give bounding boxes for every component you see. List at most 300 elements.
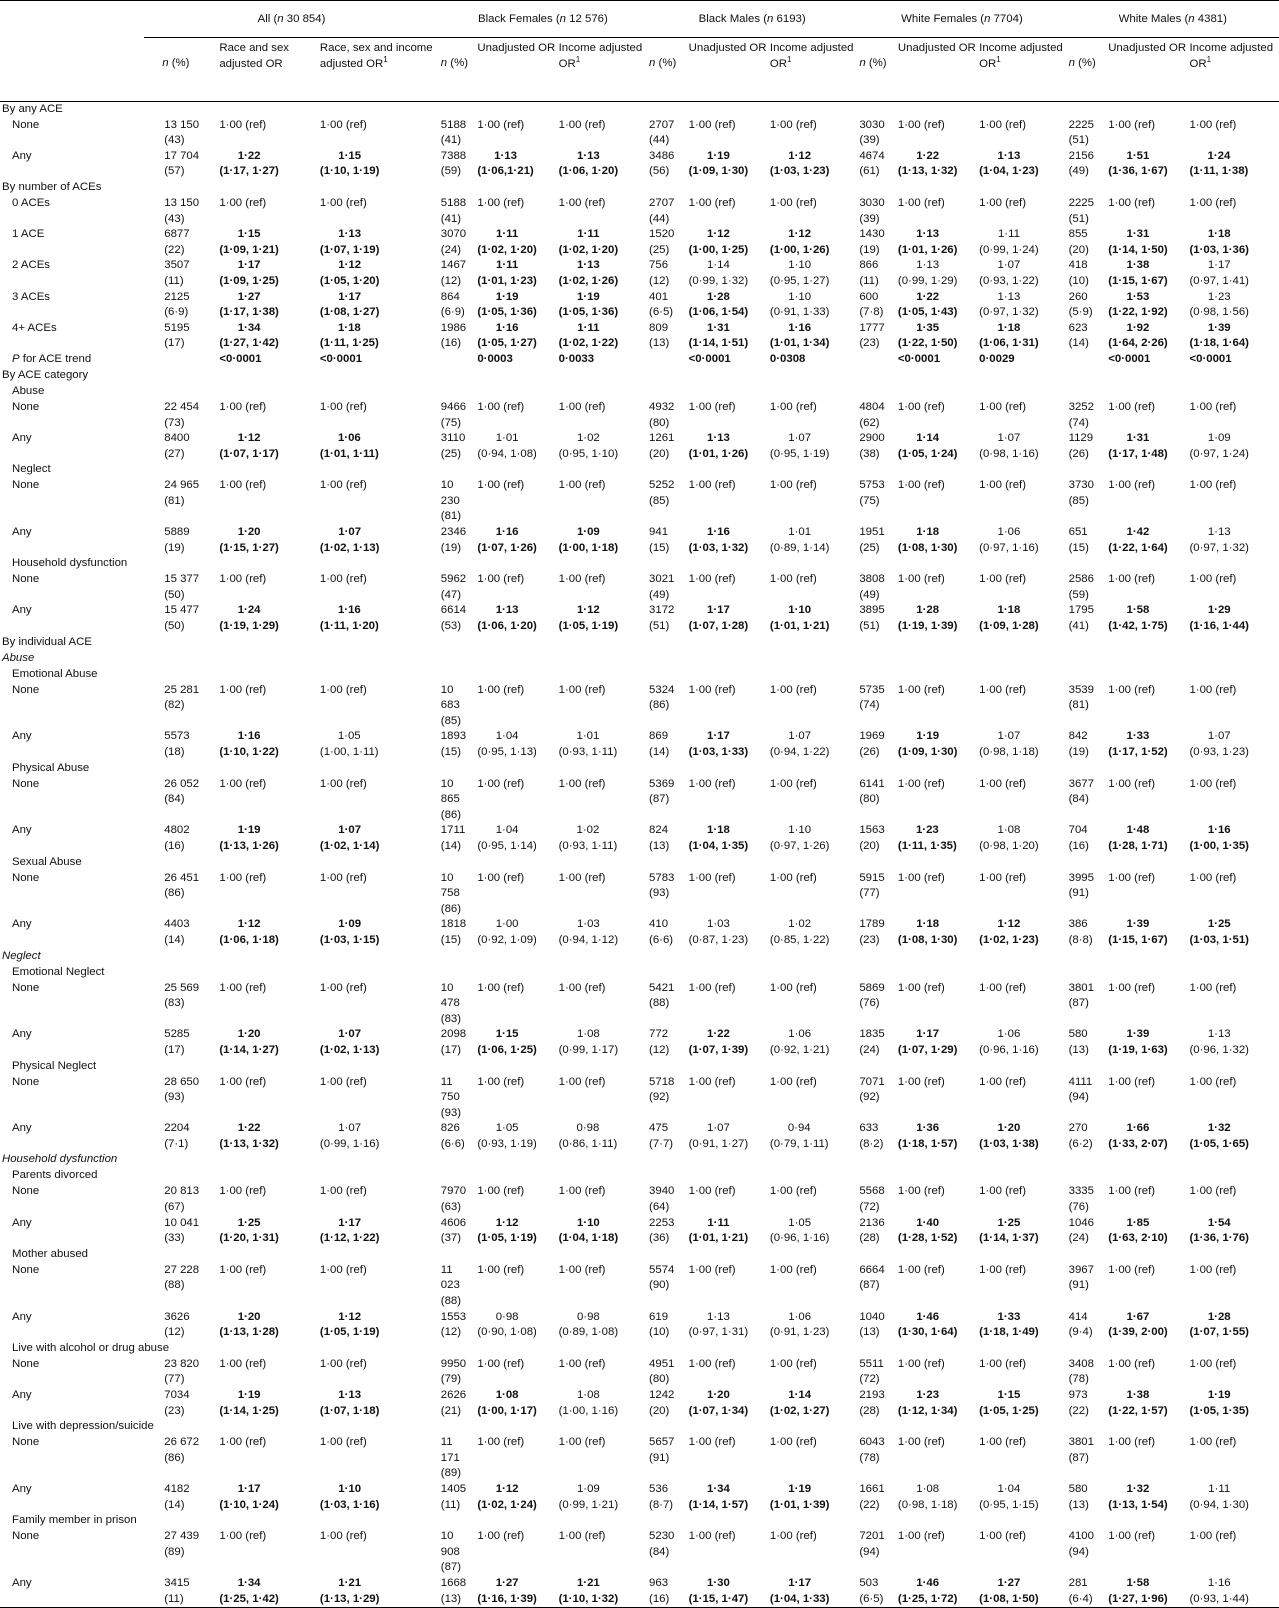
odds-ratio-cell: 1·00 (ref) — [897, 1075, 945, 1088]
odds-ratio-cell: 1·00 (ref) — [1189, 573, 1237, 586]
odds-ratio-cell: 1·00 (ref) — [477, 981, 525, 994]
odds-ratio-cell: 1·00 (ref) — [1189, 981, 1237, 994]
odds-ratio-cell: 1·39 (1·15, 1·67) — [1108, 918, 1168, 946]
table-row — [0, 729, 1279, 760]
odds-ratio-cell: 1·00 (ref) — [979, 1075, 1027, 1088]
section-label-row — [0, 1247, 1279, 1263]
count-cell: 756 (12) — [649, 259, 670, 287]
odds-ratio-cell: 1·00 (ref) — [769, 1436, 817, 1449]
table-row — [0, 478, 1279, 525]
count-cell: 963 (16) — [647, 1576, 686, 1608]
odds-ratio-cell: 1·00 (ref) — [769, 777, 817, 790]
count-cell: 386 (8·8) — [1068, 918, 1093, 946]
row-label: Emotional Neglect — [12, 965, 105, 978]
odds-ratio-cell: 1·30 (1·15, 1·47) — [686, 1576, 767, 1608]
odds-ratio-cell: 1·00 (ref) — [219, 196, 267, 209]
section-label-row — [0, 949, 1279, 965]
odds-ratio-cell: 1·00 (ref) — [1108, 573, 1156, 586]
count-cell: 503 (6·5) — [857, 1576, 895, 1608]
odds-ratio-cell: 1·00 (ref) — [1108, 1075, 1156, 1088]
count-cell: 2125 (6·9) — [164, 290, 190, 319]
section-label-row — [0, 965, 1279, 981]
odds-ratio-cell: 1·20 (1·03, 1·38) — [979, 1122, 1039, 1150]
odds-ratio-cell: 1·17 (1·07, 1·29) — [897, 1028, 958, 1056]
table-row — [0, 1263, 1279, 1310]
odds-ratio-cell: 1·10 (0·95, 1·27) — [769, 259, 830, 287]
row-label: 0 ACEs — [12, 196, 50, 209]
odds-ratio-cell: <0·0001 — [688, 352, 731, 365]
row-label: None — [12, 118, 40, 131]
odds-ratio-cell: 1·23 (1·12, 1·34) — [897, 1389, 958, 1417]
row-label: By individual ACE — [2, 635, 92, 648]
row-label: None — [12, 400, 40, 413]
odds-ratio-cell: 1·00 (ref) — [219, 1075, 267, 1088]
odds-ratio-cell: 1·27 (1·17, 1·38) — [219, 290, 279, 319]
section-label-row — [0, 556, 1279, 572]
odds-ratio-cell: 1·20 (1·15, 1·27) — [219, 526, 279, 554]
count-cell: 22 454 (73) — [164, 400, 200, 429]
section-label-row — [0, 462, 1279, 478]
count-cell: 3539 (81) — [1068, 683, 1094, 712]
odds-ratio-cell: 1·15 (1·06, 1·25) — [477, 1028, 537, 1056]
table-row — [0, 1121, 1279, 1152]
odds-ratio-cell: 1·13 (1·07, 1·19) — [319, 228, 380, 256]
odds-ratio-cell: 1·00 (ref) — [769, 871, 817, 884]
odds-ratio-cell: 1·00 (ref) — [897, 196, 945, 209]
odds-ratio-cell: 1·24 (1·11, 1·38) — [1189, 149, 1249, 178]
section-label-row — [0, 102, 1279, 118]
odds-ratio-cell: 1·34 (1·25, 1·42) — [216, 1576, 317, 1608]
table-row — [0, 683, 1279, 730]
column-header: Unadjusted OR — [1105, 38, 1186, 102]
count-cell: 5230 (84) — [649, 1530, 675, 1558]
odds-ratio-cell: 1·00 (ref) — [1108, 981, 1156, 994]
odds-ratio-cell: 1·04 (0·95, 1·15) — [979, 1482, 1039, 1511]
odds-ratio-cell: 1·15 (1·10, 1·19) — [319, 149, 380, 178]
count-cell: 23 820 (77) — [164, 1357, 200, 1386]
odds-ratio-cell: 1·00 (ref) — [897, 400, 945, 413]
odds-ratio-cell: 1·00 (ref) — [979, 196, 1027, 209]
row-label: Any — [12, 1122, 32, 1135]
odds-ratio-cell: 1·00 (ref) — [688, 981, 736, 994]
odds-ratio-cell: 1·13 (0·99, 1·29) — [897, 259, 958, 287]
count-cell: 5188 (41) — [440, 196, 467, 225]
section-label-row — [0, 1059, 1279, 1075]
count-cell: 5753 (75) — [859, 479, 885, 507]
odds-ratio-cell: 1·19 (1·14, 1·25) — [219, 1389, 279, 1417]
odds-ratio-cell: 1·00 (ref) — [979, 871, 1027, 884]
odds-ratio-cell: 1·00 (ref) — [1108, 683, 1156, 696]
group-header-all: All (n 30 854) — [144, 1, 439, 38]
odds-ratio-cell: 1·07 (0·98, 1·18) — [979, 730, 1039, 758]
odds-ratio-cell: 1·09 (0·99, 1·21) — [558, 1482, 619, 1511]
odds-ratio-cell: 1·09 (1·00, 1·18) — [558, 526, 619, 554]
odds-ratio-cell: 1·00 (ref) — [769, 1075, 817, 1088]
odds-ratio-cell: 1·00 (ref) — [1108, 479, 1156, 492]
count-cell: 2193 (28) — [859, 1389, 885, 1417]
count-cell: 869 (14) — [649, 730, 670, 758]
odds-ratio-cell: 1·07 (1·02, 1·13) — [319, 1028, 380, 1056]
row-label: None — [12, 871, 40, 884]
odds-ratio-cell: 1·00 (ref) — [979, 1530, 1027, 1543]
count-cell: 1040 (13) — [859, 1310, 885, 1339]
section-label-row — [0, 667, 1279, 683]
column-header: n (%) — [144, 38, 216, 102]
count-cell: 1835 (24) — [859, 1028, 885, 1056]
row-label: 3 ACEs — [12, 290, 50, 303]
odds-ratio-cell: 1·06 (0·91, 1·23) — [769, 1310, 830, 1339]
count-cell: 5573 (18) — [164, 730, 190, 758]
odds-ratio-cell: 1·07 (0·95, 1·19) — [769, 432, 830, 460]
row-label: Live with alcohol or drug abuse — [12, 1341, 170, 1354]
odds-ratio-cell: 1·42 (1·22, 1·64) — [1108, 526, 1168, 554]
odds-ratio-cell: 1·12 (1·00, 1·25) — [688, 228, 749, 256]
odds-ratio-cell: 1·00 (ref) — [688, 1357, 736, 1370]
count-cell: 3730 (85) — [1068, 479, 1094, 507]
count-cell: 3940 (64) — [649, 1185, 675, 1214]
row-label: Any — [12, 1482, 32, 1495]
odds-ratio-cell: 1·31 (1·14, 1·51) — [688, 321, 749, 350]
odds-ratio-cell: 1·28 (1·07, 1·55) — [1189, 1310, 1249, 1339]
section-label-row — [0, 761, 1279, 777]
column-header: Income adjusted $OR^1$ — [556, 38, 647, 102]
odds-ratio-cell: 1·00 (ref) — [769, 683, 817, 696]
section-label-row — [0, 384, 1279, 400]
odds-ratio-cell: 1·08 (1·00, 1·16) — [558, 1389, 619, 1417]
odds-ratio-cell: 1·11 (1·02, 1·20) — [558, 228, 619, 256]
odds-ratio-cell: 1·00 (ref) — [219, 1185, 267, 1198]
odds-ratio-cell: 1·32 (1·05, 1·65) — [1189, 1122, 1249, 1150]
count-cell: 401 (6·5) — [649, 290, 674, 319]
row-label: Live with depression/suicide — [12, 1420, 154, 1433]
row-label: Any — [12, 918, 32, 931]
count-cell: 3030 (39) — [859, 118, 885, 147]
odds-ratio-cell: 1·00 (ref) — [219, 400, 267, 413]
count-cell: 2253 (36) — [649, 1216, 675, 1245]
count-cell: 15 377 (50) — [164, 573, 200, 601]
row-label: None — [12, 1075, 40, 1088]
odds-ratio-cell: 1·25 (1·20, 1·31) — [219, 1216, 279, 1245]
count-cell: 5718 (92) — [649, 1075, 675, 1104]
odds-ratio-cell: 1·00 (ref) — [1189, 479, 1237, 492]
odds-ratio-cell: 1·00 (ref) — [1189, 1075, 1237, 1088]
count-cell: 10 683 (85) — [440, 683, 462, 727]
count-cell: 7071 (92) — [859, 1075, 885, 1104]
count-cell: 2098 (17) — [440, 1028, 467, 1056]
odds-ratio-cell: 1·25 (1·14, 1·37) — [979, 1216, 1039, 1245]
table-row — [0, 572, 1279, 603]
row-label: None — [12, 683, 40, 696]
odds-ratio-cell: 1·53 (1·22, 1·92) — [1108, 290, 1168, 319]
odds-ratio-cell: 1·15 (1·09, 1·21) — [219, 228, 279, 256]
count-cell: 6877 (22) — [164, 228, 190, 256]
count-cell: 24 965 (81) — [164, 479, 200, 507]
odds-ratio-cell: 1·00 (ref) — [1189, 400, 1237, 413]
table-row — [0, 917, 1279, 948]
column-header: Unadjusted OR — [895, 38, 976, 102]
count-cell: 3486 (56) — [649, 149, 675, 178]
odds-ratio-cell: 1·12 (1·03, 1·23) — [769, 149, 830, 178]
section-label-row — [0, 635, 1279, 651]
odds-ratio-cell: 1·00 (ref) — [319, 573, 367, 586]
odds-ratio-cell: 1·00 (ref) — [319, 479, 367, 492]
odds-ratio-cell: 1·11 (0·94, 1·30) — [1189, 1482, 1249, 1511]
row-label: Any — [12, 730, 32, 743]
count-cell: 13 150 (43) — [164, 118, 200, 147]
count-cell: 3415 (11) — [144, 1576, 216, 1608]
odds-ratio-cell: 1·05 (0·96, 1·16) — [769, 1216, 830, 1245]
count-cell: 2707 (44) — [649, 118, 675, 147]
odds-ratio-cell: 1·19 (1·09, 1·30) — [688, 149, 749, 178]
count-cell: 5285 (17) — [164, 1028, 190, 1056]
odds-ratio-cell: 1·00 (ref) — [1189, 1436, 1237, 1449]
odds-ratio-cell: 1·00 (ref) — [319, 1436, 367, 1449]
count-cell: 704 (16) — [1068, 824, 1089, 852]
table-row — [0, 290, 1279, 321]
column-header: Race, sex and income adjusted $OR^1$ — [317, 38, 439, 102]
odds-ratio-cell: 1·00 (ref) — [1108, 196, 1156, 209]
odds-ratio-cell: 1·00 (ref) — [219, 981, 267, 994]
count-cell: 2586 (59) — [1068, 573, 1094, 601]
count-cell: 5915 (77) — [859, 871, 885, 900]
count-cell: 1553 (12) — [440, 1310, 467, 1339]
header-corner — [0, 38, 144, 102]
odds-ratio-cell: 1·00 (ref) — [477, 1436, 525, 1449]
odds-ratio-cell: 1·00 (ref) — [1108, 1185, 1156, 1198]
odds-ratio-cell: 1·00 (ref) — [688, 196, 736, 209]
count-cell: 3895 (51) — [859, 604, 885, 633]
odds-ratio-cell: 1·00 (ref) — [477, 1185, 525, 1198]
odds-ratio-cell: 1·34 (1·14, 1·57) — [688, 1482, 749, 1511]
count-cell: 4804 (62) — [859, 400, 885, 429]
row-label: Any — [12, 1389, 32, 1401]
count-cell: 5657 (91) — [649, 1436, 675, 1464]
count-cell: 2136 (28) — [859, 1216, 885, 1245]
odds-ratio-cell: 1·00 (ref) — [897, 1436, 945, 1449]
odds-ratio-cell: 1·07 (0·99, 1·16) — [319, 1122, 380, 1150]
count-cell: 2225 (51) — [1068, 118, 1094, 147]
odds-ratio-cell: 1·00 (ref) — [477, 1263, 525, 1276]
count-cell: 5783 (93) — [649, 871, 675, 900]
column-header: Income adjusted $OR^1$ — [767, 38, 857, 102]
odds-ratio-cell: 1·66 (1·33, 2·07) — [1108, 1122, 1168, 1150]
odds-ratio-cell: 1·00 (ref) — [1108, 1436, 1156, 1449]
odds-ratio-cell: 1·00 (ref) — [319, 196, 367, 209]
count-cell: 1777 (23) — [859, 321, 885, 350]
group-header-black-males: Black Males (n 6193) — [647, 1, 857, 38]
odds-ratio-cell: 1·00 (ref) — [897, 777, 945, 790]
section-label-row — [0, 1152, 1279, 1168]
odds-ratio-cell: 1·11 (0·99, 1·24) — [979, 228, 1039, 256]
odds-ratio-cell: 1·00 (ref) — [219, 1530, 267, 1543]
odds-ratio-cell: 1·32 (1·13, 1·54) — [1108, 1482, 1168, 1511]
odds-ratio-cell: 1·08 (1·00, 1·17) — [477, 1389, 537, 1417]
row-label: None — [12, 1263, 40, 1276]
odds-ratio-cell: 1·00 (ref) — [769, 1185, 817, 1198]
column-header: Race and sex adjusted OR — [216, 38, 317, 102]
odds-ratio-cell: 1·00 (ref) — [1108, 400, 1156, 413]
odds-ratio-cell: 1·08 (0·98, 1·20) — [979, 824, 1039, 852]
odds-ratio-cell: 1·00 (ref) — [558, 118, 606, 131]
odds-ratio-cell: 1·17 (1·07, 1·28) — [688, 604, 749, 633]
odds-ratio-cell: 1·39 (1·18, 1·64) — [1189, 321, 1249, 350]
odds-ratio-cell: 1·00 (ref) — [688, 1075, 736, 1088]
count-cell: 973 (22) — [1068, 1389, 1089, 1417]
count-cell: 270 (6·2) — [1068, 1122, 1093, 1150]
odds-ratio-cell: 1·12 (1·02, 1·24) — [477, 1482, 537, 1511]
group-header-row — [0, 1, 1279, 38]
odds-ratio-cell: 1·07 (1·02, 1·14) — [319, 824, 380, 852]
odds-ratio-cell: 1·07 (0·91, 1·27) — [688, 1122, 749, 1150]
count-cell: 4674 (61) — [859, 149, 885, 178]
odds-ratio-cell: 1·10 (0·91, 1·33) — [769, 290, 830, 319]
odds-ratio-cell: 1·00 (ref) — [897, 981, 945, 994]
odds-ratio-cell: <0·0001 — [1189, 352, 1232, 365]
odds-ratio-cell: 1·00 (ref) — [558, 1436, 606, 1449]
odds-ratio-cell: 1·13 (1·02, 1·26) — [558, 259, 619, 287]
odds-ratio-cell: 1·02 (0·85, 1·22) — [769, 918, 830, 946]
row-label: By number of ACEs — [2, 180, 102, 193]
row-label: Household dysfunction — [12, 557, 128, 570]
count-cell: 13 150 (43) — [164, 196, 200, 225]
odds-ratio-cell: 1·27 (1·08, 1·50) — [976, 1576, 1066, 1608]
odds-ratio-cell: 1·23 (1·11, 1·35) — [897, 824, 957, 852]
odds-ratio-cell: 1·00 (ref) — [979, 1185, 1027, 1198]
odds-ratio-cell: 1·00 (ref) — [688, 683, 736, 696]
count-cell: 20 813 (67) — [164, 1185, 200, 1214]
table-row — [0, 1216, 1279, 1247]
odds-ratio-cell: 1·10 (1·01, 1·21) — [769, 604, 830, 633]
odds-ratio-cell: 1·09 (0·97, 1·24) — [1189, 432, 1249, 460]
table-row — [0, 352, 1279, 368]
odds-ratio-cell: 1·27 (1·16, 1·39) — [474, 1576, 555, 1608]
odds-ratio-cell: 1·01 (0·93, 1·11) — [558, 730, 618, 758]
odds-ratio-cell: 1·00 (ref) — [1189, 871, 1237, 884]
count-cell: 1951 (25) — [859, 526, 885, 554]
count-cell — [439, 352, 475, 368]
odds-ratio-cell: 1·07 (0·98, 1·16) — [979, 432, 1039, 460]
row-label: Any — [12, 1310, 32, 1323]
odds-ratio-cell: 1·67 (1·39, 2·00) — [1108, 1310, 1168, 1339]
count-cell: 809 (13) — [649, 321, 670, 350]
odds-ratio-cell: 1·12 (1·06, 1·18) — [219, 918, 279, 946]
count-cell: 25 569 (83) — [164, 981, 200, 1010]
odds-ratio-cell: 1·00 (ref) — [979, 479, 1027, 492]
odds-ratio-cell: 1·00 (ref) — [897, 1263, 945, 1276]
row-label: Any — [12, 526, 32, 539]
odds-ratio-cell: 1·00 (ref) — [1189, 1263, 1237, 1276]
row-label: Emotional Abuse — [12, 667, 98, 680]
odds-ratio-cell: 1·00 (ref) — [319, 777, 367, 790]
row-label: Any — [12, 824, 32, 837]
count-cell: 11 171 (89) — [440, 1436, 462, 1480]
odds-ratio-cell: 1·00 (ref) — [979, 1436, 1027, 1449]
count-cell: 3626 (12) — [164, 1310, 190, 1339]
odds-ratio-cell: 1·17 (0·97, 1·41) — [1189, 259, 1249, 287]
count-cell: 5421 (88) — [649, 981, 675, 1010]
odds-ratio-cell: 1·00 (ref) — [477, 1530, 525, 1543]
count-cell: 10 230 (81) — [440, 479, 462, 523]
odds-ratio-cell: 1·20 (1·07, 1·34) — [688, 1389, 749, 1417]
count-cell: 27 228 (88) — [164, 1263, 200, 1292]
odds-ratio-cell: 1·48 (1·28, 1·71) — [1108, 824, 1168, 852]
count-cell: 1795 (41) — [1068, 604, 1094, 633]
count-cell: 619 (10) — [649, 1310, 670, 1339]
odds-ratio-cell: 1·00 (ref) — [1108, 1263, 1156, 1276]
row-label: Mother abused — [12, 1247, 88, 1260]
table-row — [0, 1310, 1279, 1341]
odds-ratio-cell: 1·00 (ref) — [897, 683, 945, 696]
row-label: None — [12, 1357, 40, 1370]
count-cell: 1405 (11) — [440, 1482, 467, 1511]
count-cell: 2346 (19) — [440, 526, 467, 554]
odds-ratio-cell: 1·22 (1·07, 1·39) — [688, 1028, 749, 1056]
odds-ratio-cell: 1·17 (1·03, 1·33) — [688, 730, 749, 758]
count-cell: 1818 (15) — [440, 918, 467, 946]
section-label-row — [0, 1513, 1279, 1529]
row-label: None — [12, 573, 40, 586]
odds-ratio-cell: 1·00 (ref) — [319, 1263, 367, 1276]
count-cell: 2707 (44) — [649, 196, 675, 225]
row-label: By ACE category — [2, 368, 89, 381]
odds-ratio-cell: 1·22 (1·13, 1·32) — [897, 149, 958, 178]
odds-ratio-cell: 1·00 (ref) — [769, 1530, 817, 1543]
section-label-row — [0, 1419, 1279, 1435]
odds-ratio-cell: 1·00 (ref) — [477, 1075, 525, 1088]
count-cell: 866 (11) — [859, 259, 879, 287]
odds-ratio-cell: 1·00 (ref) — [769, 1263, 817, 1276]
count-cell: 5511 (72) — [859, 1357, 884, 1386]
count-cell: 633 (8·2) — [859, 1122, 884, 1150]
count-cell: 418 (10) — [1068, 259, 1089, 287]
odds-ratio-cell: 1·05 (0·93, 1·19) — [477, 1122, 537, 1150]
odds-ratio-cell: 0·98 (0·90, 1·08) — [477, 1310, 537, 1339]
count-cell: 3507 (11) — [164, 259, 190, 287]
odds-ratio-cell: 1·00 (ref) — [558, 1530, 606, 1543]
odds-ratio-cell: 1·19 (1·09, 1·30) — [897, 730, 958, 758]
row-label: 2 ACEs — [12, 259, 50, 272]
odds-ratio-cell: 0·94 (0·79, 1·11) — [769, 1122, 829, 1150]
odds-ratio-cell: 1·08 (0·98, 1·18) — [897, 1482, 958, 1511]
odds-ratio-cell: 1·12 (1·00, 1·26) — [769, 228, 830, 256]
odds-ratio-cell: 1·16 (1·03, 1·32) — [688, 526, 749, 554]
count-cell: 11 023 (88) — [440, 1263, 462, 1308]
count-cell: 536 (8·7) — [649, 1482, 674, 1511]
odds-ratio-cell: 1·00 (ref) — [558, 777, 606, 790]
odds-ratio-cell: 1·22 (1·17, 1·27) — [219, 149, 279, 178]
odds-ratio-cell: 1·17 (1·09, 1·25) — [219, 259, 279, 287]
section-label-row — [0, 368, 1279, 384]
row-label: P for ACE trend — [12, 352, 92, 365]
odds-ratio-cell: 1·00 (ref) — [477, 196, 525, 209]
count-cell: 1969 (26) — [859, 730, 885, 758]
count-cell: 6043 (78) — [859, 1436, 885, 1464]
odds-ratio-cell: 1·00 (ref) — [558, 1185, 606, 1198]
count-cell: 9466 (75) — [440, 400, 467, 429]
odds-ratio-cell: 1·15 (1·05, 1·25) — [979, 1389, 1039, 1417]
count-cell: 410 (6·6) — [649, 918, 674, 946]
table-row — [0, 321, 1279, 352]
count-cell: 25 281 (82) — [164, 683, 200, 712]
odds-ratio-cell: 1·00 (ref) — [1189, 196, 1237, 209]
table-row — [0, 227, 1279, 258]
count-cell: 5574 (90) — [649, 1263, 675, 1292]
odds-ratio-cell: 1·00 (ref) — [558, 1357, 606, 1370]
count-cell: 4182 (14) — [164, 1482, 190, 1511]
odds-ratio-cell: 1·18 (1·08, 1·30) — [897, 918, 958, 946]
count-cell: 4403 (14) — [164, 918, 190, 946]
odds-ratio-cell: 1·00 (ref) — [319, 1075, 367, 1088]
